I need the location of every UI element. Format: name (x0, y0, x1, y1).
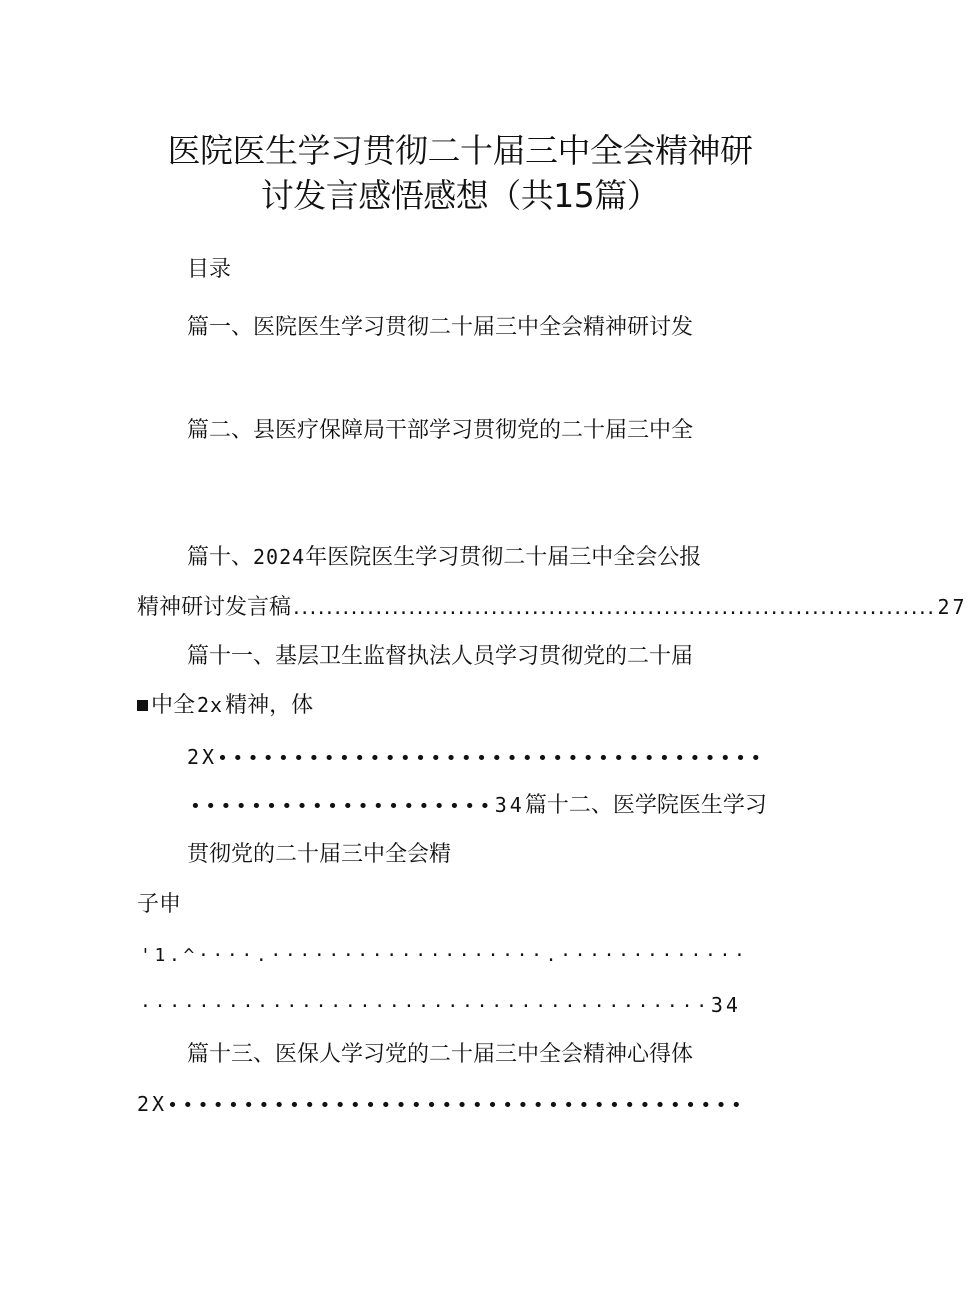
toc-entry-11-part-c: 精神，体 (225, 693, 314, 718)
toc-entry-10-title: 年医院医生学习贯彻二十届三中全会公报 (305, 545, 702, 570)
toc-entry-2: 篇二、县医疗保障局干部学习贯彻党的二十届三中全 (187, 418, 694, 443)
toc-entry-12-line-4 (140, 940, 748, 971)
toc-entry-11-prefix: 2X (187, 745, 218, 769)
toc-entry-10-prefix: 篇十、 (187, 545, 254, 570)
toc-entry-12-line-1: 篇十二、医学院医生学习 (524, 793, 767, 818)
toc-entry-13-line-1: 篇十三、医保人学习党的二十届三中全会精神心得体 (187, 1042, 694, 1067)
toc-entry-13-dots: •••••••••••••••••••••••••••••••••••••• (167, 1095, 747, 1116)
toc-entry-11-line-4 (190, 790, 767, 822)
toc-entry-11-page: 34 (494, 793, 525, 817)
toc-entry-10-line-1 (187, 542, 701, 573)
toc-entry-12-leader-2: ······································· (140, 996, 711, 1017)
toc-entry-11-dots: •••••••••••••••••••••••••••••••••••• (217, 748, 766, 769)
toc-entry-13-line-2 (137, 1089, 746, 1121)
toc-entry-10-line-2 (137, 592, 968, 624)
toc-entry-12-leader-1: '1.^····.···················.············· (140, 945, 749, 966)
toc-entry-11-part-a: 中全 (151, 693, 196, 718)
toc-entry-13-prefix: 2X (137, 1092, 168, 1116)
toc-entry-11-part-b: 2x (197, 693, 224, 717)
toc-entry-12-line-3: 子申 (137, 892, 182, 917)
document-title-line-1: 医院医生学习贯彻二十届三中全会精神研 (167, 131, 753, 170)
toc-entry-11-line-1: 篇十一、基层卫生监督执法人员学习贯彻党的二十届 (187, 644, 694, 669)
toc-entry-10-page: 27 (937, 595, 968, 619)
toc-entry-10-year: 2024 (253, 545, 306, 569)
black-square-glyph (137, 700, 148, 711)
toc-entry-11-dots-2: •••••••••••••••••••• (190, 796, 495, 817)
toc-entry-10-title-end: 精神研讨发言稿 (137, 595, 292, 620)
toc-entry-12-line-2: 贯彻党的二十届三中全会精 (187, 842, 452, 867)
toc-entry-11-line-2 (137, 690, 313, 721)
toc-entry-1: 篇一、医院医生学习贯彻二十届三中全会精神研讨发 (187, 315, 694, 340)
document-title-line-2: 讨发言感悟感想（共15篇） (260, 176, 660, 215)
toc-entry-10-leader: .............................................................................. (291, 598, 934, 619)
toc-entry-11-line-3 (187, 742, 766, 774)
toc-entry-12-page: 34 (710, 993, 741, 1017)
toc-entry-12-line-5 (140, 990, 741, 1022)
toc-heading: 目录 (187, 257, 232, 282)
